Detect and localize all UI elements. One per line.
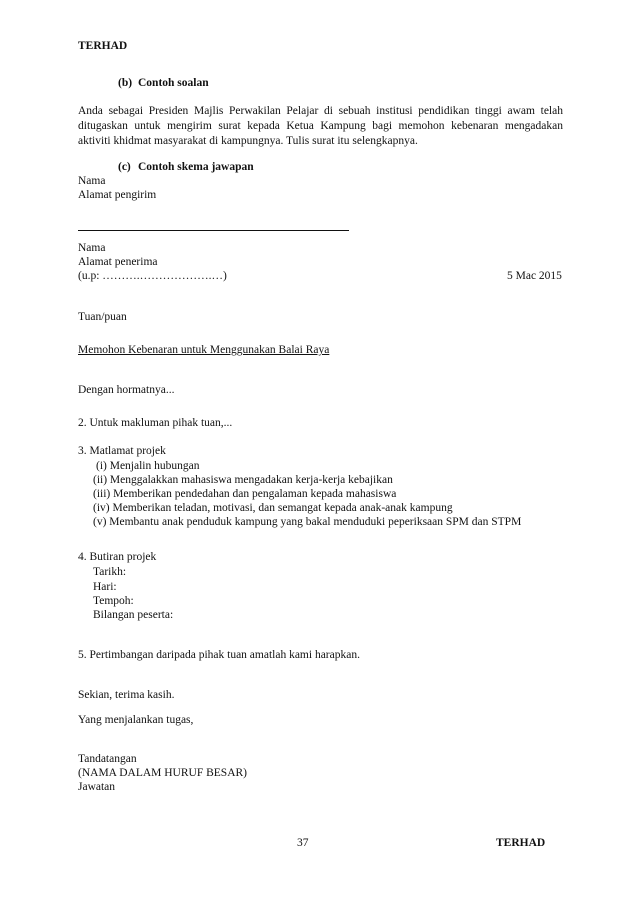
point-4-item: Tarikh:	[93, 566, 127, 578]
salutation: Tuan/puan	[78, 311, 127, 323]
point-3-item: (i) Menjalin hubungan	[96, 460, 200, 472]
sender-name: Nama	[78, 175, 106, 187]
question-paragraph-line-2: ditugaskan untuk mengirim surat kepada Ketua Kampung bagi memohon kebenaran mengadakan	[78, 120, 563, 132]
section-c-number: (c)	[118, 161, 131, 173]
point-3-item: (v) Membantu anak penduduk kampung yang bakal menduduki peperiksaan SPM dan STPM	[93, 516, 522, 528]
point-4-item: Tempoh:	[93, 595, 134, 607]
footer-classification: TERHAD	[496, 837, 546, 849]
section-b-number: (b)	[118, 77, 133, 89]
recipient-name: Nama	[78, 242, 106, 254]
sender-address: Alamat pengirim	[78, 189, 157, 201]
signature-label: Tandatangan	[78, 753, 137, 765]
page-number: 37	[297, 837, 309, 849]
point-3-item: (iv) Memberikan teladan, motivasi, dan semangat kepada anak-anak kampung	[93, 502, 453, 514]
point-4-item: Bilangan peserta:	[93, 609, 174, 621]
section-b-heading: Contoh soalan	[138, 77, 209, 89]
question-paragraph-line-3: aktiviti khidmat masyarakat di kampungnya. Tulis surat itu selengkapnya.	[78, 135, 418, 147]
opening-line: Dengan hormatnya...	[78, 384, 175, 396]
point-3-heading: 3. Matlamat projek	[78, 445, 166, 457]
question-paragraph-line-1: Anda sebagai Presiden Majlis Perwakilan Pelajar di sebuah institusi pendidikan tinggi awam telah	[78, 105, 563, 117]
point-3-item: (ii) Menggalakkan mahasiswa mengadakan kerja-kerja kebajikan	[93, 474, 393, 486]
point-4-item: Hari:	[93, 581, 117, 593]
duty-line: Yang menjalankan tugas,	[78, 714, 194, 726]
letter-date: 5 Mac 2015	[507, 270, 562, 282]
closing-line: Sekian, terima kasih.	[78, 689, 175, 701]
separator-line	[78, 230, 349, 231]
signature-name: (NAMA DALAM HURUF BESAR)	[78, 767, 248, 779]
signature-position: Jawatan	[78, 781, 116, 793]
recipient-address: Alamat penerima	[78, 256, 158, 268]
recipient-attention: (u.p: ……….……………….…)	[78, 270, 227, 282]
letter-subject: Memohon Kebenaran untuk Menggunakan Balai Raya	[78, 344, 330, 356]
point-2: 2. Untuk makluman pihak tuan,...	[78, 417, 233, 429]
section-c-heading: Contoh skema jawapan	[138, 161, 254, 173]
point-4-heading: 4. Butiran projek	[78, 551, 157, 563]
point-5: 5. Pertimbangan daripada pihak tuan amatlah kami harapkan.	[78, 649, 360, 661]
point-3-item: (iii) Memberikan pendedahan dan pengalaman kepada mahasiswa	[93, 488, 397, 500]
header-classification: TERHAD	[78, 40, 128, 52]
